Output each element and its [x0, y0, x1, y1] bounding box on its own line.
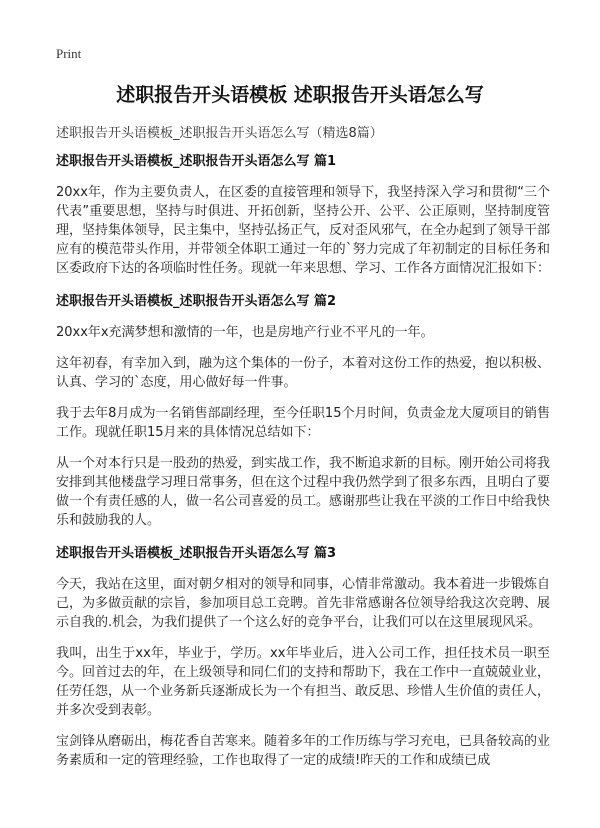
section-heading: 述职报告开头语模板_述职报告开头语怎么写 篇3: [56, 546, 337, 561]
paragraph: 我叫，出生于xx年，毕业于，学历。xx年毕业后，进入公司工作，担任技术员一职至今。回首过去的年，在上级领导和同仁们的支持和帮助下，我在工作中一直兢兢业业，任劳任怨，从一个业务新兵逐渐成长为一个有担当、敢反思、珍惜人生价值的责任人，并多次受到表彰。: [56, 646, 551, 718]
page-subtitle: 述职报告开头语模板_述职报告开头语怎么写（精选8篇）: [56, 126, 383, 141]
section-3: [56, 542, 550, 770]
paragraph: 今天，我站在这里，面对朝夕相对的领导和同事，心情非常激动。我本着进一步锻炼自己，为多做贡献的宗旨，参加项目总工竞聘。首先非常感谢各位领导给我这次竞聘、展示自我的.机会，为我们提供了一个这么好的竞争平台，让我们可以在这里展现风采。: [56, 577, 551, 630]
section-2: [56, 290, 550, 530]
paragraph: 宝剑锋从磨砺出，梅花香自苦寒来。随着多年的工作历练与学习充电，已具备较高的业务素质和一定的管理经验，工作也取得了一定的成绩!昨天的工作和成绩已成: [56, 734, 551, 768]
paragraph: 我于去年8月成为一名销售部副经理，至今任职15个月时间，负责金龙大厦项目的销售工作。现就任职15月来的具体情况总结如下：: [56, 406, 550, 440]
paragraph: 20xx年x充满梦想和激情的一年，也是房地产行业不平凡的一年。: [56, 325, 434, 340]
section-heading: 述职报告开头语模板_述职报告开头语怎么写 篇2: [56, 294, 337, 309]
page-title: 述职报告开头语模板 述职报告开头语怎么写: [116, 84, 484, 106]
section-heading: 述职报告开头语模板_述职报告开头语怎么写 篇1: [56, 154, 337, 169]
document-body: [56, 150, 550, 782]
paragraph: 从一个对本行只是一股劲的热爱，到实战工作，我不断追求新的目标。刚开始公司将我安排到其他楼盘学习理日常事务，但在这个过程中我仍然学到了很多东西，且明白了要做一个有责任感的人，做一名公司喜爱的员工。感谢那些让我在平淡的工作日中给我快乐和鼓励我的人。: [56, 456, 551, 528]
paragraph: 20xx年，作为主要负责人，在区委的直接管理和领导下，我坚持深入学习和贯彻“三个代表”重要思想，坚持与时俱进、开拓创新，坚持公开、公平、公正原则，坚持制度管理，坚持集体领导，民主集中，坚持弘扬正气，反对歪风邪气，在全办起到了领导干部应有的模范带头作用，并带领全体职工通过一年的`努力完成了年初制定的目标任务和区委政府下达的各项临时性任务。现就一年来思想、学习、工作各方面情况汇报如下：: [56, 185, 551, 276]
paragraph: 这年初春，有幸加入到，融为这个集体的一份子，本着对这份工作的热爱，抱以积极、认真、学习的`态度，用心做好每一件事。: [56, 356, 551, 390]
section-1: [56, 150, 550, 278]
print-label: Print: [56, 46, 82, 61]
